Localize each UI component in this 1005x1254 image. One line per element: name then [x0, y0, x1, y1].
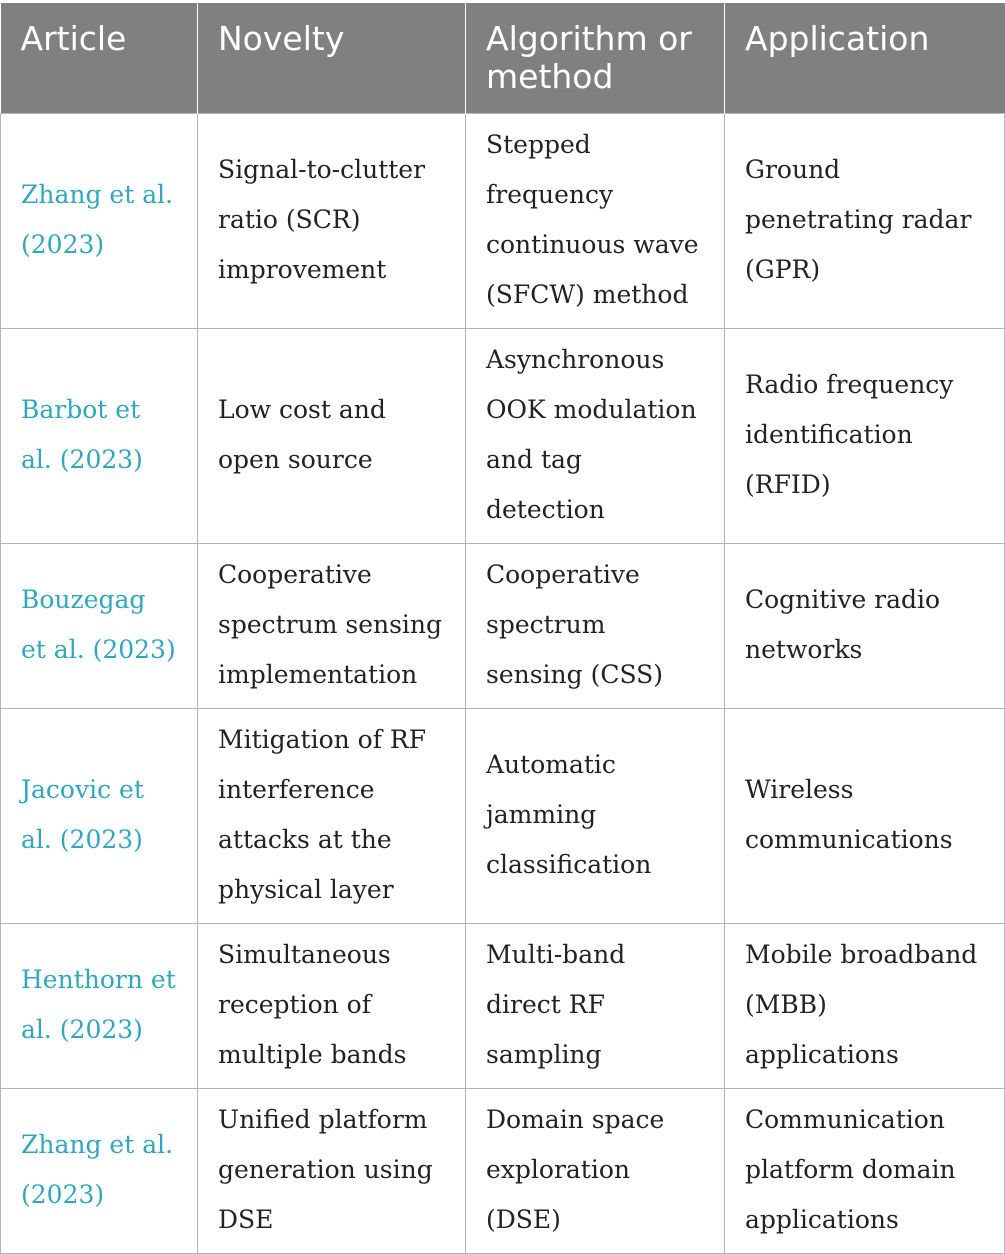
- literature-table: [0, 3, 1005, 1254]
- algorithm-cell: Domain space exploration (DSE): [466, 1089, 725, 1254]
- article-link[interactable]: Zhang et al. (2023): [1, 1089, 198, 1254]
- table-header: [1, 3, 1005, 114]
- header-novelty: Novelty: [198, 3, 466, 114]
- table-row: [1, 709, 1005, 924]
- novelty-cell: Cooperative spectrum sensing implementation: [198, 544, 466, 709]
- article-link[interactable]: Zhang et al. (2023): [1, 114, 198, 329]
- article-link[interactable]: Barbot et al. (2023): [1, 329, 198, 544]
- article-link[interactable]: Henthorn et al. (2023): [1, 924, 198, 1089]
- header-application: Application: [725, 3, 1005, 114]
- application-cell: Communication platform domain applications: [725, 1089, 1005, 1254]
- table-row: [1, 1089, 1005, 1254]
- table-row: [1, 329, 1005, 544]
- novelty-cell: Simultaneous reception of multiple bands: [198, 924, 466, 1089]
- novelty-cell: Mitigation of RF interference attacks at the physical layer: [198, 709, 466, 924]
- algorithm-cell: Stepped frequency continuous wave (SFCW) method: [466, 114, 725, 329]
- header-algorithm: Algorithm or method: [466, 3, 725, 114]
- table-body: [1, 114, 1005, 1254]
- application-cell: Mobile broadband (MBB) applications: [725, 924, 1005, 1089]
- header-row: [1, 3, 1005, 114]
- article-link[interactable]: Bouzegag et al. (2023): [1, 544, 198, 709]
- table-row: [1, 114, 1005, 329]
- application-cell: Cognitive radio networks: [725, 544, 1005, 709]
- novelty-cell: Signal-to-clutter ratio (SCR) improvement: [198, 114, 466, 329]
- algorithm-cell: Asynchronous OOK modulation and tag detection: [466, 329, 725, 544]
- algorithm-cell: Automatic jamming classification: [466, 709, 725, 924]
- novelty-cell: Low cost and open source: [198, 329, 466, 544]
- algorithm-cell: Multi-band direct RF sampling: [466, 924, 725, 1089]
- table-row: [1, 924, 1005, 1089]
- novelty-cell: Unified platform generation using DSE: [198, 1089, 466, 1254]
- application-cell: Wireless communications: [725, 709, 1005, 924]
- application-cell: Ground penetrating radar (GPR): [725, 114, 1005, 329]
- algorithm-cell: Cooperative spectrum sensing (CSS): [466, 544, 725, 709]
- application-cell: Radio frequency identification (RFID): [725, 329, 1005, 544]
- article-link[interactable]: Jacovic et al. (2023): [1, 709, 198, 924]
- header-article: Article: [1, 3, 198, 114]
- table-row: [1, 544, 1005, 709]
